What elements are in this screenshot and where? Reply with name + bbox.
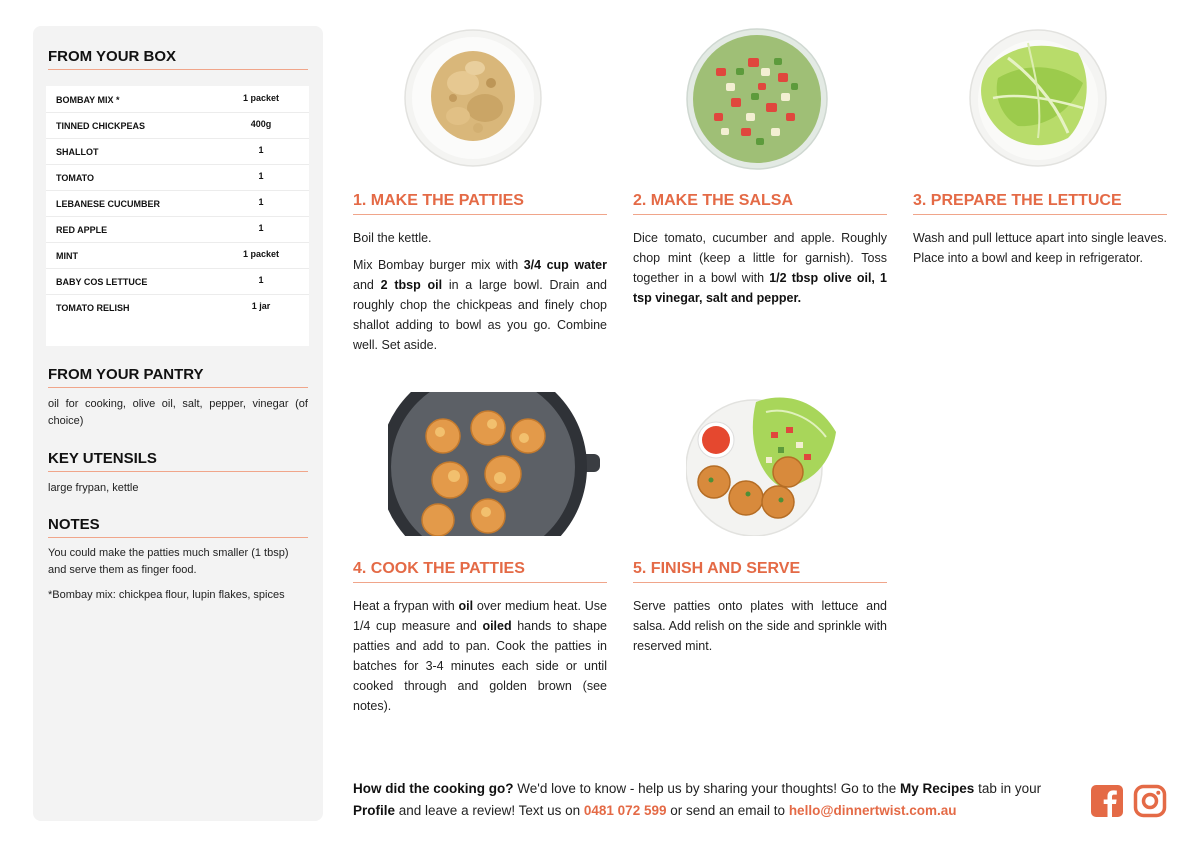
step-1-heading: 1. MAKE THE PATTIES: [353, 192, 607, 215]
ingredient-name: BABY COS LETTUCE: [56, 277, 148, 287]
ingredient-name: TINNED CHICKPEAS: [56, 121, 146, 131]
from-your-pantry-heading: FROM YOUR PANTRY: [48, 366, 308, 388]
notes-text: You could make the patties much smaller (1 tbsp) and serve them as finger food.: [48, 547, 289, 576]
table-row: [46, 164, 309, 191]
feedback-footer: How did the cooking go? We'd love to know - help us by sharing your thoughts! Go to the My Recipes tab in your Profile and leave a review! Text us on 0481 072 599 or send an email to hello@dinnertwist.com.au: [353, 781, 1042, 818]
ingredient-name: BOMBAY MIX *: [56, 95, 120, 105]
step-4-text: Heat a frypan with oil over medium heat. Use 1/4 cup measure and oiled hands to shape patties and add to pan. Cook the patties in batches for 3-4 minutes each side or until cooked through and golden brown (see notes).: [353, 599, 608, 713]
step-2-heading: 2. MAKE THE SALSA: [633, 192, 887, 215]
step-5-text: Serve patties onto plates with lettuce and salsa. Add relish on the side and sprinkle with reserved mint.: [633, 599, 887, 653]
from-your-box-heading: FROM YOUR BOX: [48, 48, 308, 70]
ingredient-qty: 1 packet: [242, 249, 280, 259]
lettuce-bowl-photo: [968, 28, 1108, 168]
ingredient-name: MINT: [56, 251, 78, 261]
table-row: [46, 112, 309, 139]
step-3-text: Wash and pull lettuce apart into single leaves. Place into a bowl and keep in refrigerator.: [913, 231, 1167, 265]
table-row: [46, 190, 309, 217]
table-row: [46, 216, 309, 243]
my-recipes-link[interactable]: My Recipes: [900, 781, 975, 796]
salsa-bowl-photo: [686, 28, 828, 170]
facebook-icon[interactable]: [1090, 784, 1124, 818]
key-utensils-heading: KEY UTENSILS: [48, 450, 308, 472]
step-1-text-2: Mix Bombay burger mix with 3/4 cup water and 2 tbsp oil in a large bowl. Drain and roughly chop the chickpeas and finely chop shallot adding to bowl as you go. Combine well. Set aside.: [353, 258, 607, 352]
pantry-text: oil for cooking, olive oil, salt, pepper, vinegar (of choice): [48, 398, 308, 427]
ingredient-qty: 1: [258, 197, 264, 207]
ingredient-name: TOMATO RELISH: [56, 303, 130, 313]
step-5-heading: 5. FINISH AND SERVE: [633, 560, 887, 583]
box-ingredients-table: [46, 86, 309, 346]
ingredient-name: RED APPLE: [56, 225, 108, 235]
utensils-text: large frypan, kettle: [48, 482, 139, 494]
step-1-text-1: Boil the kettle.: [353, 231, 432, 245]
step-2-text: Dice tomato, cucumber and apple. Roughly chop mint (keep a little for garnish). Toss together in a bowl with 1/2 tbsp olive oil, 1 tsp vinegar, salt and pepper.: [633, 231, 887, 305]
table-row: [46, 268, 309, 295]
table-row: [46, 242, 309, 269]
ingredient-name: LEBANESE CUCUMBER: [56, 199, 161, 209]
feedback-question: How did the cooking go?: [353, 781, 514, 796]
table-row: [46, 138, 309, 165]
ingredient-qty: 1: [258, 171, 264, 181]
ingredient-qty: 1 packet: [242, 93, 280, 103]
notes-footnote: *Bombay mix: chickpea flour, lupin flakes, spices: [48, 589, 285, 601]
mix-bowl-photo: [403, 28, 543, 168]
profile-link[interactable]: Profile: [353, 803, 396, 818]
ingredients-sidebar: [33, 26, 323, 821]
ingredient-qty: 1 jar: [251, 301, 271, 311]
instagram-icon[interactable]: [1133, 784, 1167, 818]
table-row: [46, 86, 309, 113]
phone-link[interactable]: 0481 072 599: [583, 803, 667, 818]
notes-heading: NOTES: [48, 516, 308, 538]
step-3-heading: 3. PREPARE THE LETTUCE: [913, 192, 1167, 215]
ingredient-qty: 1: [258, 223, 264, 233]
plated-patties-photo: [686, 392, 838, 536]
frypan-photo: [388, 392, 600, 536]
ingredient-qty: 400g: [250, 119, 272, 129]
ingredient-qty: 1: [258, 145, 264, 155]
email-link[interactable]: hello@dinnertwist.com.au: [788, 803, 957, 818]
ingredient-qty: 1: [258, 275, 264, 285]
table-row: [46, 294, 309, 320]
ingredient-name: TOMATO: [56, 173, 94, 183]
step-4-heading: 4. COOK THE PATTIES: [353, 560, 607, 583]
ingredient-name: SHALLOT: [56, 147, 99, 157]
